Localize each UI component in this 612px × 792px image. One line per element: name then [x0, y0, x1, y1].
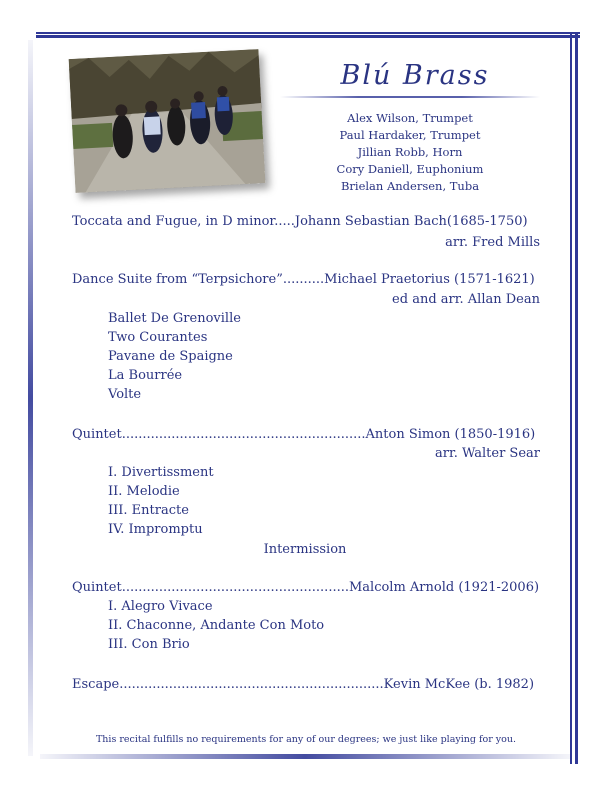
arranger-credit: ed and arr. Allan Dean [392, 292, 540, 307]
movement-item: III. Con Brio [108, 637, 190, 652]
movement-item: Two Courantes [108, 330, 208, 345]
program-entry: Dance Suite from “Terpsichore”..........Michael Praetorius (1571-1621) [72, 272, 535, 287]
member-line: Jillian Robb, Horn [357, 145, 463, 159]
footer-note: This recital fulfills no requirements for any of our degrees; we just like playing for you. [95, 734, 517, 745]
member-line: Alex Wilson, Trumpet [347, 111, 473, 125]
movement-item: Pavane de Spaigne [108, 349, 233, 364]
program-entry: Quintet...........................................................Anton Simon (1850-1916) [72, 427, 536, 442]
member-line: Brielan Andersen, Tuba [340, 179, 480, 193]
ensemble-title: Blú Brass [340, 60, 490, 91]
movement-item: III. Entracte [108, 503, 189, 518]
arranger-credit: arr. Fred Mills [445, 235, 540, 250]
movement-item: II. Chaconne, Andante Con Moto [108, 618, 325, 633]
member-line: Cory Daniell, Euphonium [336, 162, 484, 176]
arranger-credit: arr. Walter Sear [435, 446, 540, 461]
movement-item: IV. Impromptu [108, 522, 203, 537]
title-rule [280, 96, 540, 98]
movement-item: La Bourrée [108, 368, 183, 383]
member-line: Paul Hardaker, Trumpet [339, 128, 481, 142]
intermission-label: Intermission [263, 542, 347, 557]
border-left-fade [28, 40, 33, 756]
movement-item: Ballet De Grenoville [108, 311, 241, 326]
movement-item: Volte [108, 387, 142, 402]
border-bottom-fade [40, 754, 570, 759]
movement-item: I. Alegro Vivace [108, 599, 213, 614]
member-list [310, 110, 510, 195]
program-entry: Escape................................................................Kevin McKee (b. 1982) [72, 677, 535, 692]
program-entry: Toccata and Fugue, in D minor.....Johann Sebastian Bach(1685-1750) [72, 214, 528, 229]
movement-item: II. Melodie [108, 484, 180, 499]
program-entry: Quintet.......................................................Malcolm Arnold (1921-2006) [72, 580, 540, 595]
border-top-double-rule [36, 32, 580, 38]
ensemble-photo [69, 49, 266, 193]
movement-item: I. Divertissment [108, 465, 214, 480]
